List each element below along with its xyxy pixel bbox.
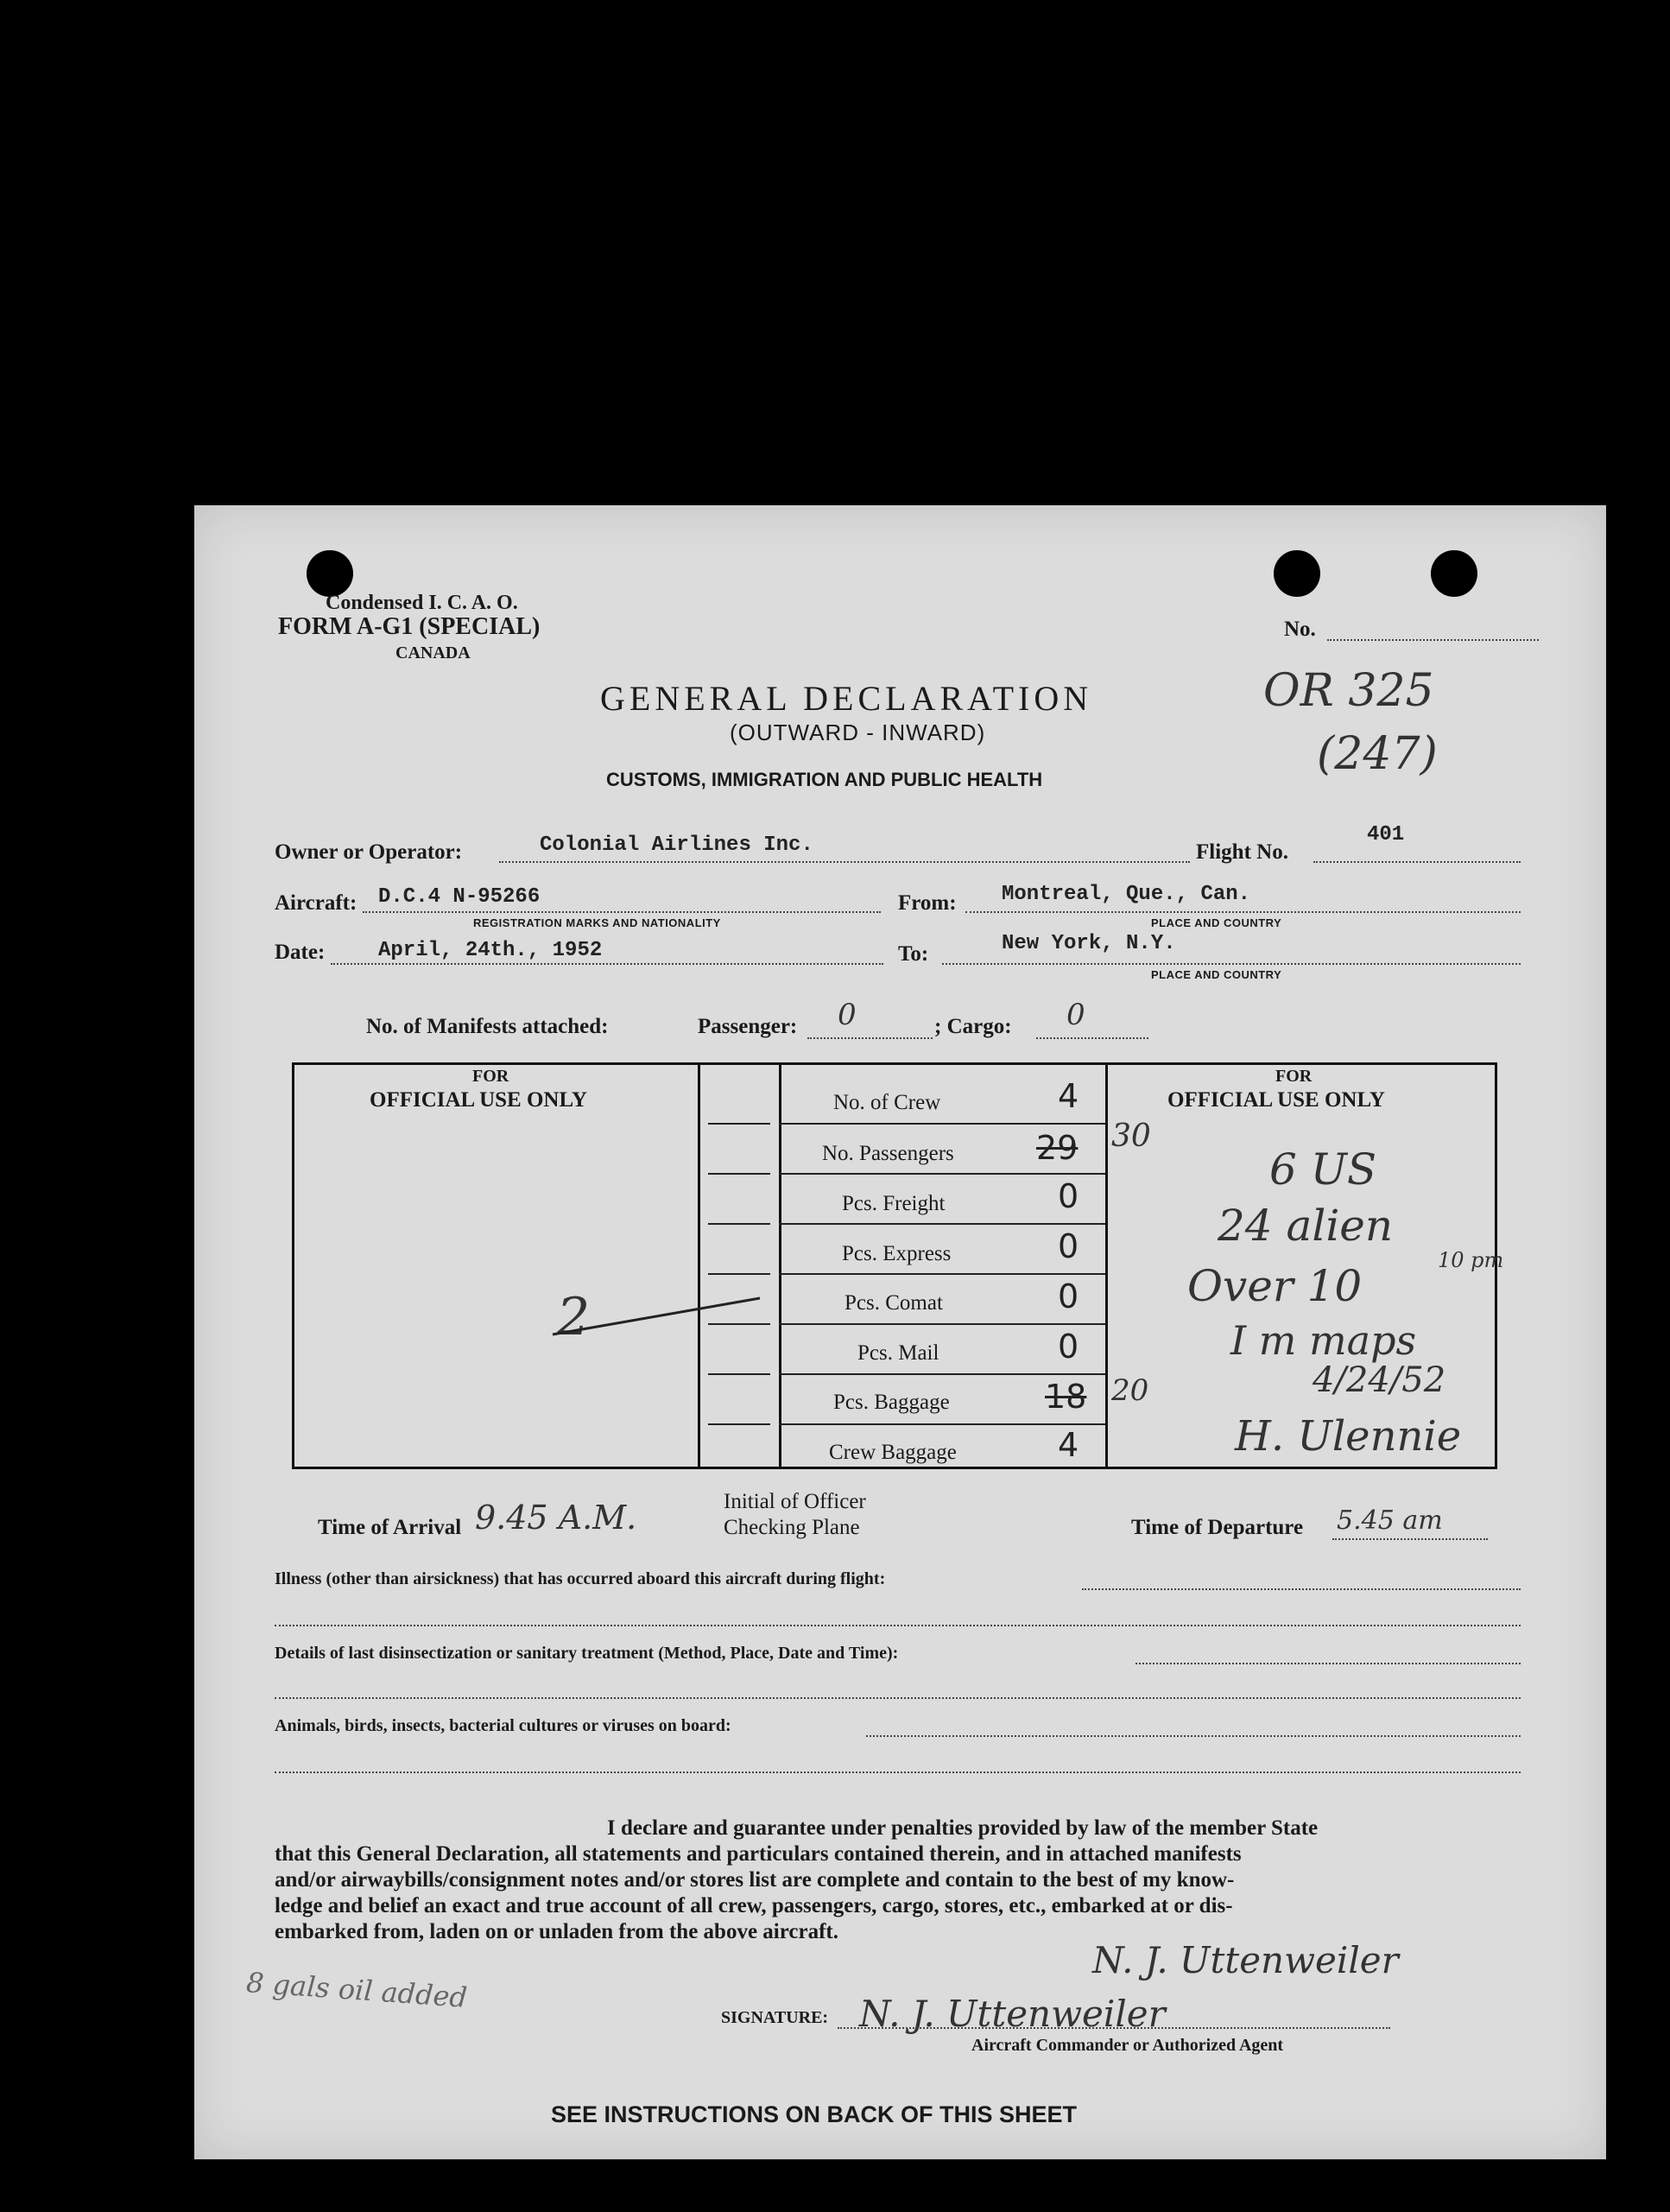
cargo-line (1036, 1037, 1148, 1039)
row-value-express: 0 (1058, 1227, 1079, 1265)
row-label-comat: Pcs. Comat (844, 1291, 943, 1315)
row-value-comat: 0 (1058, 1277, 1079, 1315)
col-dash (708, 1273, 770, 1275)
departure-value: 5.45 am (1337, 1505, 1443, 1536)
passenger-label: Passenger: (698, 1015, 798, 1038)
aircraft-caption: REGISTRATION MARKS AND NATIONALITY (473, 916, 721, 929)
row-sep (779, 1273, 1105, 1275)
right-official-label: OFFICIAL USE ONLY (1167, 1088, 1385, 1112)
col-dash (708, 1423, 770, 1425)
punch-hole-3 (1431, 550, 1477, 597)
no-line (1327, 639, 1539, 641)
flight-label: Flight No. (1196, 840, 1288, 864)
from-value: Montreal, Que., Can. (1002, 883, 1251, 906)
signature-line (838, 2027, 1390, 2029)
illness-line-2 (275, 1625, 1521, 1626)
note-line-3: Over 10 (1187, 1261, 1363, 1311)
flight-value: 401 (1367, 823, 1405, 846)
disinsect-label: Details of last disinsectization or sanitary treatment (Method, Place, Date and Time): (275, 1644, 899, 1663)
aircraft-label: Aircraft: (275, 891, 357, 915)
signature-caption: Aircraft Commander or Authorized Agent (971, 2036, 1284, 2055)
row-label-baggage: Pcs. Baggage (833, 1391, 950, 1414)
no-label: No. (1284, 618, 1316, 641)
from-line (965, 911, 1521, 913)
row-value-freight: 0 (1058, 1177, 1079, 1215)
declaration-line-2: that this General Declaration, all statements and particulars contained therein, and in attached manifests (275, 1842, 1242, 1866)
condensed-label: Condensed I. C. A. O. (326, 592, 518, 614)
col-dash (708, 1373, 770, 1375)
to-line (942, 963, 1521, 965)
official-strike-line (548, 1291, 764, 1343)
row-label-express: Pcs. Express (842, 1242, 952, 1265)
illness-label: Illness (other than airsickness) that has occurred aboard this aircraft during flight: (275, 1569, 886, 1588)
owner-label: Owner or Operator: (275, 840, 463, 864)
departure-label: Time of Departure (1131, 1516, 1304, 1539)
official-mark: 2 (557, 1287, 591, 1347)
table-divider-1 (698, 1062, 700, 1467)
animals-line-1 (866, 1735, 1521, 1737)
date-line (331, 963, 883, 965)
to-caption: PLACE AND COUNTRY (1151, 968, 1282, 981)
row-sep (779, 1423, 1105, 1425)
row-label-freight: Pcs. Freight (842, 1192, 946, 1215)
date-value: April, 24th., 1952 (378, 939, 603, 962)
passenger-value: 0 (838, 998, 857, 1032)
signature-label: SIGNATURE: (721, 2008, 829, 2027)
initial-label-2: Checking Plane (724, 1516, 860, 1539)
row-sep (779, 1323, 1105, 1325)
owner-line (499, 861, 1190, 863)
note-line-1: 6 US (1269, 1144, 1377, 1195)
punch-hole-1 (307, 550, 353, 597)
left-for-label: FOR (472, 1067, 509, 1086)
note-line-3-small: 10 pm (1438, 1248, 1504, 1272)
row-sep (779, 1123, 1105, 1125)
row-value-crew: 4 (1058, 1077, 1079, 1115)
row-value-baggage: 18 (1045, 1378, 1087, 1416)
note-line-2: 24 alien (1218, 1201, 1394, 1251)
row-value-mail: 0 (1058, 1328, 1079, 1366)
form-title: GENERAL DECLARATION (600, 679, 1093, 718)
aircraft-value: D.C.4 N-95266 (378, 885, 541, 909)
declaration-form-sheet (194, 505, 1606, 2159)
row-sep (779, 1223, 1105, 1225)
left-official-label: OFFICIAL USE ONLY (370, 1088, 587, 1112)
to-label: To: (898, 942, 929, 966)
note-passengers-extra: 30 (1111, 1119, 1151, 1154)
declaration-line-3: and/or airwaybills/consignment notes and/or stores list are complete and contain to the best of my know- (275, 1868, 1235, 1892)
row-label-mail: Pcs. Mail (857, 1341, 939, 1365)
row-value-crew-baggage: 4 (1058, 1426, 1079, 1464)
from-label: From: (898, 891, 957, 915)
disinsect-line-2 (275, 1697, 1521, 1699)
col-dash (708, 1223, 770, 1225)
from-caption: PLACE AND COUNTRY (1151, 916, 1282, 929)
signature-value-2: N. J. Uttenweiler (1092, 1939, 1399, 1981)
oil-note: 8 gals oil added (244, 1966, 469, 2014)
declaration-line-4: ledge and belief an exact and true account of all crew, passengers, cargo, stores, etc., embarked at or dis- (275, 1894, 1233, 1917)
departure-line (1332, 1538, 1488, 1540)
cargo-label: ; Cargo: (934, 1015, 1012, 1038)
cargo-value: 0 (1066, 998, 1085, 1032)
disinsect-line-1 (1135, 1663, 1521, 1664)
row-sep (779, 1373, 1105, 1375)
row-label-passengers: No. Passengers (822, 1142, 954, 1165)
note-date: 4/24/52 (1313, 1360, 1446, 1400)
reference-number: OR 325 (1263, 665, 1434, 717)
declaration-line-5: embarked from, laden on or unladen from the above aircraft. (275, 1920, 838, 1943)
note-baggage-extra: 20 (1111, 1373, 1149, 1408)
aircraft-line (363, 911, 881, 913)
row-label-crew-baggage: Crew Baggage (829, 1441, 957, 1464)
row-value-passengers: 29 (1036, 1129, 1079, 1167)
initial-label-1: Initial of Officer (724, 1490, 866, 1513)
animals-line-2 (275, 1772, 1521, 1773)
col-dash (708, 1173, 770, 1175)
flight-line (1313, 861, 1521, 863)
passenger-line (807, 1037, 933, 1039)
form-id: FORM A-G1 (SPECIAL) (278, 613, 541, 640)
arrival-value: 9.45 A.M. (475, 1499, 637, 1537)
signature-value: N. J. Uttenweiler (859, 1993, 1166, 2035)
col-dash (708, 1123, 770, 1125)
reference-subnumber: (247) (1317, 728, 1438, 780)
owner-value: Colonial Airlines Inc. (540, 833, 813, 857)
illness-line-1 (1082, 1588, 1521, 1590)
country-label: CANADA (395, 643, 471, 662)
declaration-line-1: I declare and guarantee under penalties provided by law of the member State (607, 1816, 1319, 1840)
right-for-label: FOR (1275, 1067, 1313, 1086)
form-subtitle: (OUTWARD - INWARD) (730, 719, 986, 745)
note-initials: H. Ulennie (1235, 1412, 1462, 1461)
manifests-label: No. of Manifests attached: (366, 1015, 609, 1038)
footer-instructions: SEE INSTRUCTIONS ON BACK OF THIS SHEET (551, 2101, 1078, 2127)
animals-label: Animals, birds, insects, bacterial cultures or viruses on board: (275, 1716, 731, 1735)
date-label: Date: (275, 941, 326, 964)
punch-hole-2 (1274, 550, 1320, 597)
row-sep (779, 1173, 1105, 1175)
form-subject: CUSTOMS, IMMIGRATION AND PUBLIC HEALTH (606, 769, 1043, 790)
arrival-label: Time of Arrival (318, 1516, 462, 1539)
row-label-crew: No. of Crew (833, 1091, 941, 1114)
note-line-4: I m maps (1230, 1317, 1417, 1364)
table-divider-3 (1105, 1062, 1108, 1467)
to-value: New York, N.Y. (1002, 932, 1176, 955)
